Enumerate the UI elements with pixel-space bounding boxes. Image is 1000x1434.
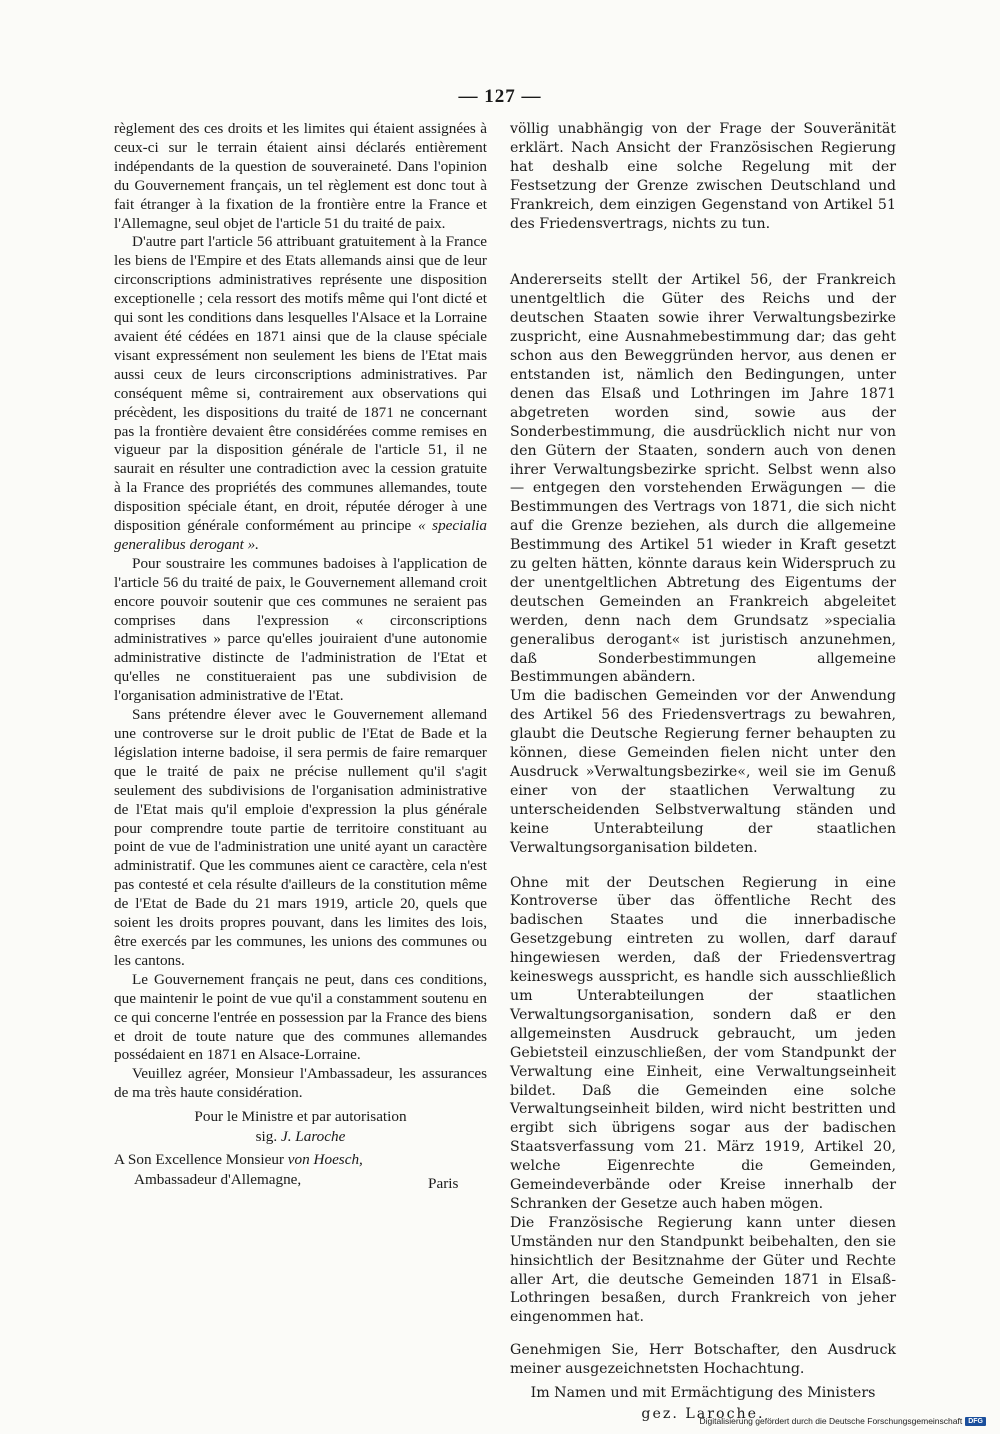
- page-number: — 127 —: [458, 86, 542, 107]
- french-address: [114, 1151, 487, 1195]
- french-paragraph-2: [114, 233, 487, 554]
- german-column: [510, 120, 896, 1425]
- german-paragraph-3: Um die badischen Gemeinden vor der Anwendung des Artikel 56 des Friedensvertrags zu bewahren, glaubt die Deutsche Regierung ferner behaupten zu können, diese Gemeinden fielen nicht unter den Ausdruck »Verwaltungsbezirke«, weil sie im Genuß einer von der staatlichen Verwaltung zu unterscheidenden Selbstverwaltung ständen und keine Unterabteilung der staatlichen Verwaltungsorganisation bildeten.: [510, 688, 896, 856]
- german-closing: Genehmigen Sie, Herr Botschafter, den Ausdruck meiner ausgezeichnetsten Hochachtung.: [510, 1342, 896, 1378]
- french-signature-line2: [114, 1127, 487, 1147]
- german-closing-block: [510, 1341, 896, 1379]
- french-paragraph-4: Sans prétendre élever avec le Gouvernement allemand une controverse sur le droit public de l'Etat de Bade et la législation interne badoise, il sera permis de faire remarquer que le traité de paix ne précise nullement qu'il s'agit seulement des subdivisions de l'organisation administrative de l'Etat mais qu'il emploie d'expression la plus générale pour comprendre toute partie de territoire constituant au point de vue de l'administration une unité ayant un caractère administratif. Que les communes aient ce caractère, cela n'est pas contesté et cela résulte d'ailleurs de la constitution même de l'Etat de Bade du 21 mars 1919, article 20, quels que soient les droits propres pouvant, dans les limites des lois, être exercés par les communes, les unions des communes ou les cantons.: [114, 706, 487, 969]
- french-paragraph-1: règlement des ces droits et les limites qui étaient assignées à ceux-ci sur le terrain étaient ainsi déclarés entièrement indépendants de la question de souveraineté. Dans l'opinion du Gouvernement français, un tel règlement est donc tout à fait étranger à la fixation de la frontière entre la France et l'Allemagne, seul objet de l'article 51 du traité de paix.: [114, 120, 487, 232]
- french-signature-line1: Pour le Ministre et par autorisation: [194, 1108, 407, 1126]
- address-line1: [114, 1151, 363, 1170]
- german-paragraph-1: völlig unabhängig von der Frage der Souveränität erklärt. Nach Ansicht der Französischen Regierung hat deshalb eine solche Regelung mit der Festsetzung der Grenze zwischen Deutschland und Frankreich, dem einzigen Gegenstand von Artikel 51 des Friedensvertrags, nichts zu tun.: [510, 121, 896, 232]
- french-paragraph-3: Pour soustraire les communes badoises à l'application de l'article 56 du traité de paix, le Gouvernement allemand croit encore pouvoir soutenir que ces communes ne seraient pas comprises dans l'expression « circonscriptions administratives » parce qu'elles jouiraient d'une autonomie administrative distincte de l'administration de l'Etat et qu'elles ne constitueraient pas une subdivision de l'organisation administrative de l'Etat.: [114, 554, 487, 705]
- french-paragraph-5: Le Gouvernement français ne peut, dans ces conditions, que maintenir le point de vue qu'il a constamment soutenu en ce qui concerne l'entrée en possession par la France des biens et droit de toute nature que des communes allemandes possédaient en 1871 en Alsace-Lorraine.: [114, 970, 487, 1064]
- french-signature-name: J. Laroche: [280, 1128, 346, 1146]
- german-paragraph-4: Ohne mit der Deutschen Regierung in eine Kontroverse über das öffentliche Recht des badischen Staates und die innerbadische Gesetzgebung eintreten zu wollen, darf darauf hingewiesen werden, daß der Friedensvertrag keineswegs ausspricht, es handle sich ausschließlich um Unterabteilungen der staatlichen Verwaltungsorganisation, sondern daß er den allgemeinsten Ausdruck gebraucht, um jeden Gebietsteil einzuschließen, der vom Standpunkt der Verwaltung eine Einheit, eine Verwaltungseinheit bildet. Daß die Gemeinden eine solche Verwaltungseinheit bilden, wird nicht bestritten und ergibt sich übrigens sogar aus der badischen Staatsverfassung vom 21. März 1919, Artikel 20, welche Eigenrechte die Gemeinden, Gemeindeverbände oder Kreise innerhalb der Schranken der Gesetze auch haben mögen.: [510, 874, 896, 1212]
- german-paragraph-2: Andererseits stellt der Artikel 56, der Frankreich unentgeltlich die Güter des Reichs und der deutschen Staaten sowie ihrer Verwaltungsbezirke zuspricht, eine Ausnahmebestimmung dar; das geht schon aus den Beweggründen hervor, aus denen er entstanden ist, nämlich den Bedingungen, unter denen das Elsaß und Lothringen im Jahre 1871 abgetreten worden sind, sowie aus der Sonderbestimmung, die ausdrücklich nicht nur von den Gütern der Staaten, sondern auch von denen ihrer Verwaltungsbezirke spricht. Selbst wenn also — entgegen den vorstehenden Erwägungen — die Bestimmungen des Vertrags von 1871, die sich nicht auf die Grenze beziehen, als durch die allgemeine Bestimmung des Artikel 51 wieder in Kraft gesetzt zu gelten hätten, könnte daraus kein Widerspruch zu der unentgeltlichen Abtretung des Eigentums der deutschen Gemeinden an Frankreich abgeleitet werden, denn nach dem Grundsatz »specialia generalibus derogant« ist juristisch anzunehmen, daß Sonderbestimmungen allgemeine Bestimmungen abändern.: [510, 272, 896, 686]
- german-paragraph-5: Die Französische Regierung kann unter diesen Umständen nur den Standpunkt beibehalten, den sie hinsichtlich der Besitznahme der Güter und Rechte aller Art, die deutsche Gemeinden 1871 in Elsaß-Lothringen besaßen, durch Frankreich von jeher eingenommen hat.: [510, 1214, 896, 1326]
- footer-text: Digitalisierung gefördert durch die Deutsche Forschungsgemeinschaft: [699, 1416, 963, 1426]
- french-paragraph-2-text: D'autre part l'article 56 attribuant gratuitement à la France les biens de l'Empire et des Etats allemands ainsi que de leur circonscriptions administratives représente une disposition exceptionelle ; cela ressort des motifs même qui l'ont dicté et qui sont les conditions dans lesquelles l'Alsace et la Lorraine avaient été cédées en 1871 ainsi que de la clause spéciale visant expressément non seulement les biens de l'Etat mais aussi ceux de leurs circonscriptions administratives. Par conséquent même si, contrairement aux observations qui précèdent, les dispositions du traité de 1871 ne concernant pas la frontière devaient être considérées comme remises en vigueur par la disposition générale de l'article 51, il ne saurait en résulter une contradiction avec la cession gratuite à la France des propriétés des communes allemandes, toute disposition spéciale étant, en droit, réputée déroger à une disposition générale conformément au principe: [114, 233, 487, 535]
- footer: [700, 1416, 986, 1426]
- address-line2: Ambassadeur d'Allemagne,: [134, 1171, 302, 1189]
- dfg-logo-icon: DFG: [965, 1417, 986, 1426]
- german-signature-line1: Im Namen und mit Ermächtigung des Ministers: [530, 1385, 876, 1402]
- french-signature: [114, 1107, 487, 1147]
- address-city: Paris: [428, 1175, 459, 1193]
- german-signature-line2: gez. Laroche.: [641, 1406, 765, 1423]
- address-name: von Hoesch,: [287, 1151, 363, 1169]
- address-prefix: A Son Excellence Monsieur: [114, 1151, 284, 1169]
- french-column: [114, 120, 487, 1195]
- french-closing: Veuillez agréer, Monsieur l'Ambassadeur, les assurances de ma très haute considération.: [114, 1065, 487, 1102]
- french-signature-prefix: sig.: [255, 1128, 278, 1146]
- french-maxim: « specialia generalibus derogant ».: [114, 517, 487, 553]
